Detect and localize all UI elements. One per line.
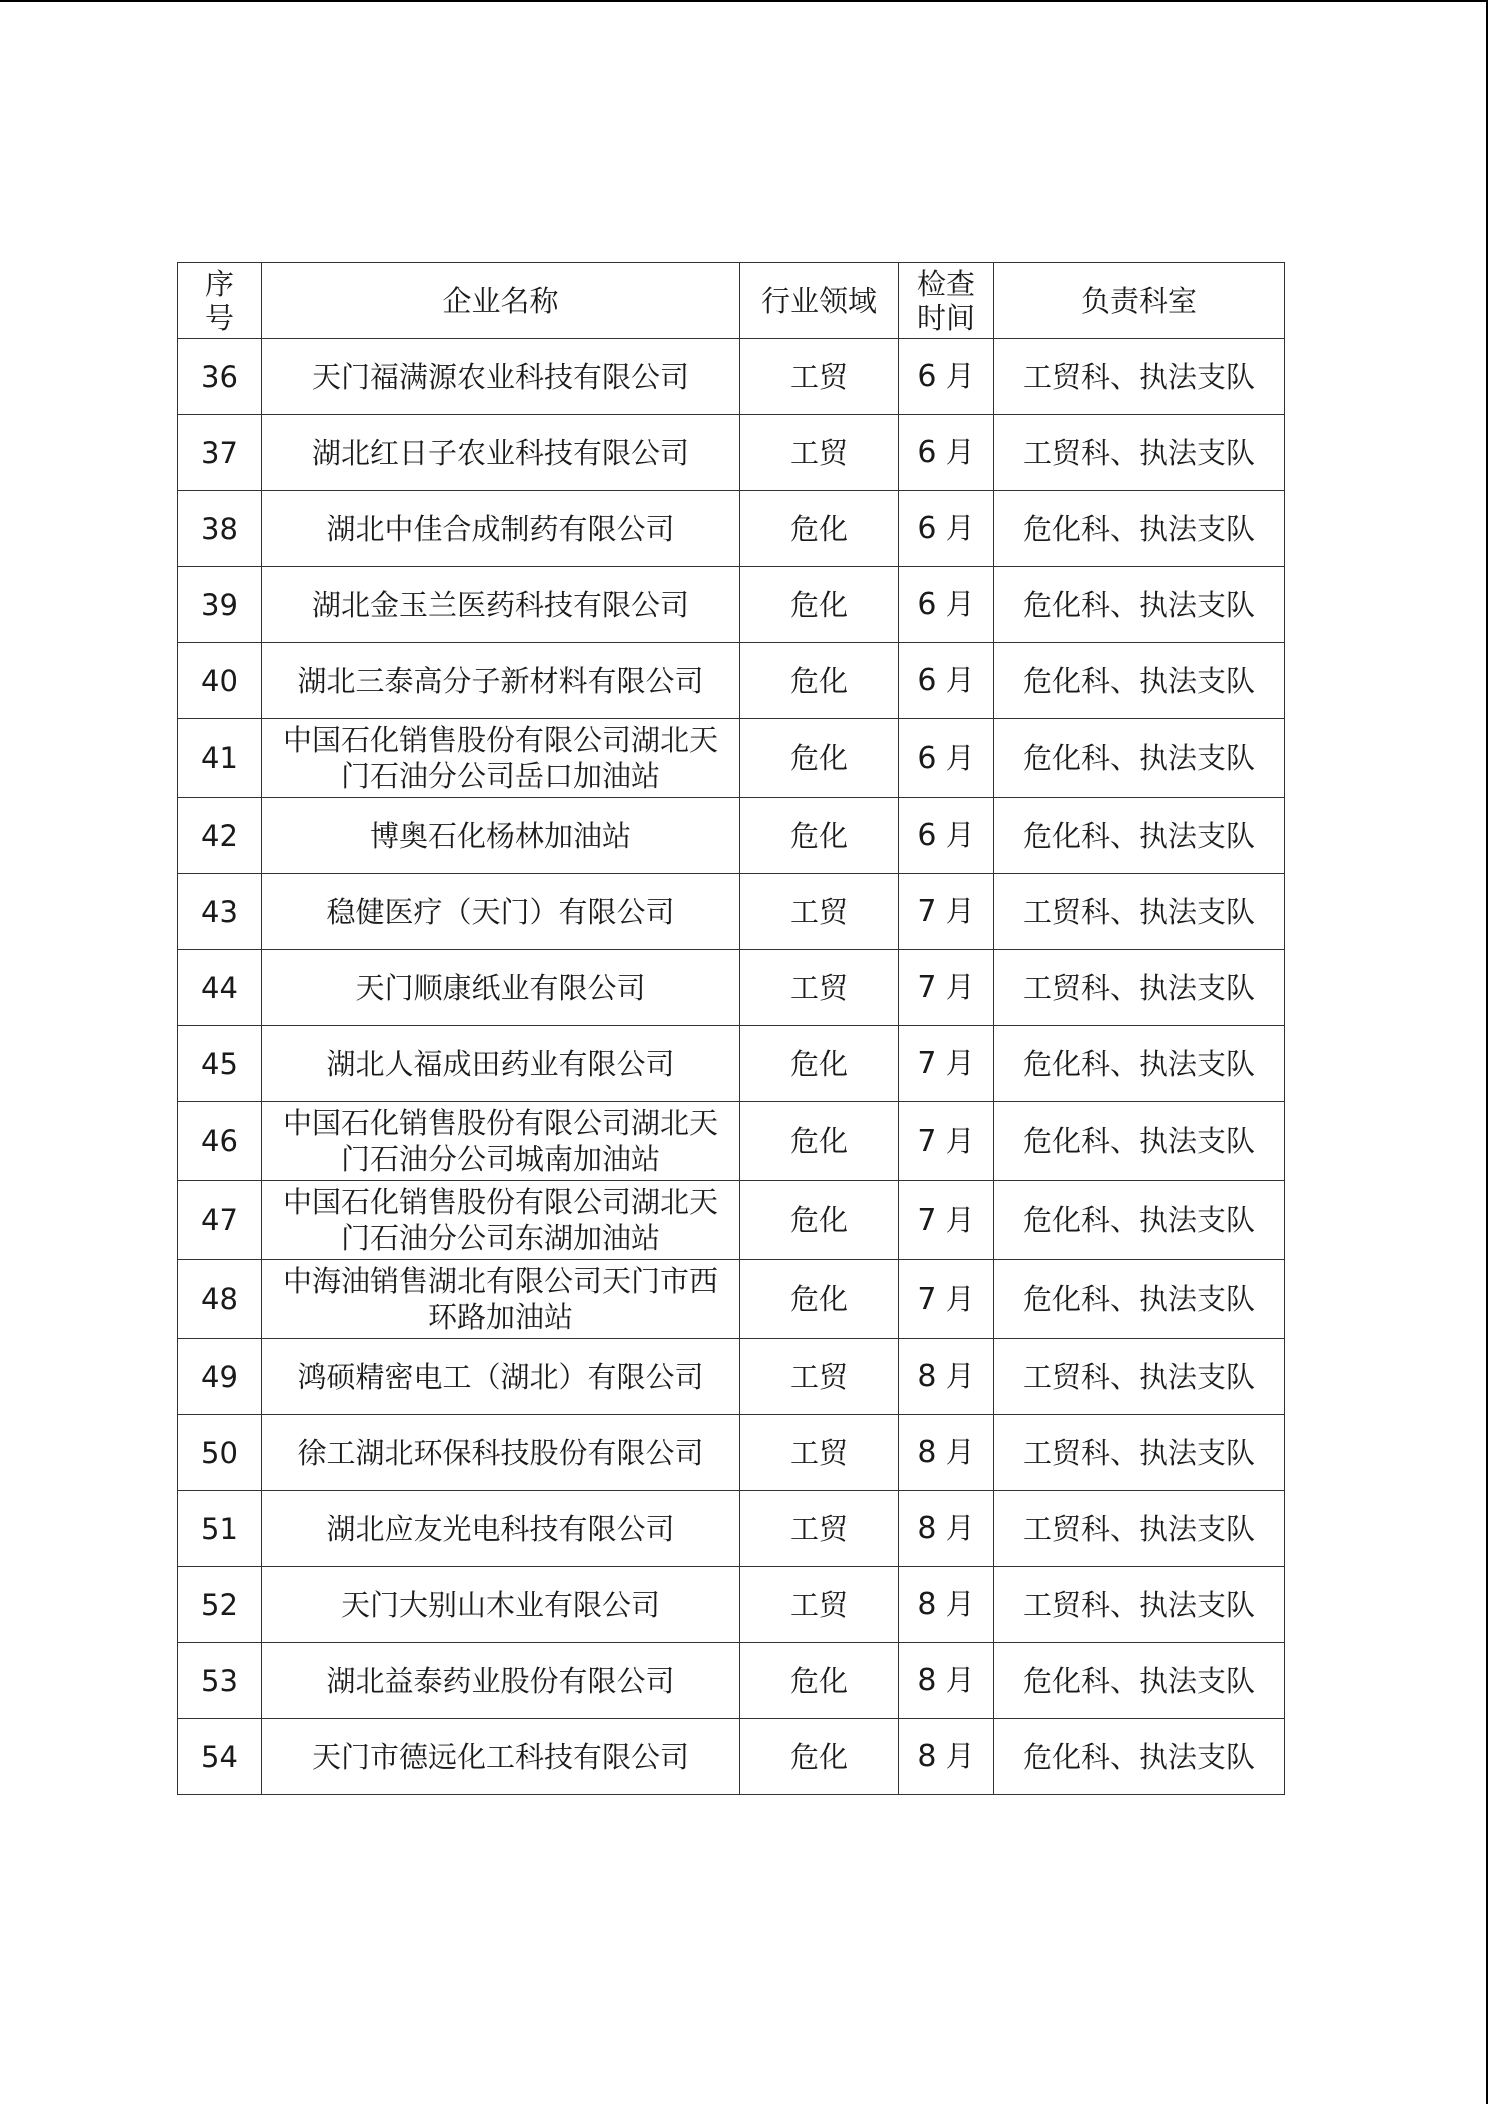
cell-department: 工贸科、执法支队 (994, 874, 1285, 950)
month-unit: 月 (945, 1359, 975, 1393)
month-unit: 月 (945, 894, 975, 928)
cell-company-name (262, 1181, 740, 1260)
company-name-line: 天门顺康纸业有限公司 (355, 970, 646, 1005)
cell-department: 工贸科、执法支队 (994, 1339, 1285, 1415)
cell-department: 危化科、执法支队 (994, 719, 1285, 798)
cell-company-name (262, 1415, 740, 1491)
table-row (178, 719, 1285, 798)
company-name-line: 湖北红日子农业科技有限公司 (311, 435, 689, 470)
table-row (178, 874, 1285, 950)
company-name-line: 中国石化销售股份有限公司湖北天 (282, 1185, 718, 1219)
month-unit: 月 (945, 1281, 975, 1316)
cell-department: 工贸科、执法支队 (994, 339, 1285, 415)
cell-serial-number: 53 (178, 1643, 262, 1719)
month-number: 7 (917, 1202, 937, 1238)
month-number: 7 (917, 1123, 937, 1159)
cell-company-name (262, 1643, 740, 1719)
cell-company-name (262, 1260, 740, 1339)
header-department: 负责科室 (994, 263, 1285, 339)
table-row (178, 1643, 1285, 1719)
month-number: 8 (917, 1739, 937, 1774)
cell-industry: 危化 (740, 491, 899, 567)
cell-industry: 危化 (740, 1719, 899, 1795)
cell-company-name (262, 798, 740, 874)
month-unit: 月 (945, 818, 975, 852)
cell-department: 危化科、执法支队 (994, 491, 1285, 567)
cell-inspection-month (899, 415, 994, 491)
month-number: 6 (917, 587, 937, 622)
cell-inspection-month (899, 719, 994, 798)
cell-inspection-month (899, 950, 994, 1026)
cell-department: 危化科、执法支队 (994, 567, 1285, 643)
cell-serial-number: 36 (178, 339, 262, 415)
cell-industry: 危化 (740, 1181, 899, 1260)
month-unit: 月 (945, 1435, 975, 1469)
cell-company-name (262, 567, 740, 643)
cell-serial-number: 39 (178, 567, 262, 643)
table-row (178, 1102, 1285, 1181)
header-company-name: 企业名称 (262, 263, 740, 339)
cell-industry: 工贸 (740, 1567, 899, 1643)
cell-industry: 工贸 (740, 339, 899, 415)
company-name-line: 湖北益泰药业股份有限公司 (326, 1663, 675, 1698)
cell-serial-number: 47 (178, 1181, 262, 1260)
month-unit: 月 (945, 1587, 975, 1621)
header-industry: 行业领域 (740, 263, 899, 339)
table-header (178, 263, 1285, 339)
header-serial-line2: 号 (204, 300, 234, 335)
cell-company-name (262, 874, 740, 950)
cell-serial-number: 46 (178, 1102, 262, 1181)
cell-serial-number: 43 (178, 874, 262, 950)
company-name-line: 博奥石化杨林加油站 (369, 818, 631, 853)
cell-company-name (262, 1719, 740, 1795)
month-number: 6 (917, 740, 937, 776)
cell-inspection-month (899, 1719, 994, 1795)
cell-industry: 工贸 (740, 415, 899, 491)
cell-industry: 工贸 (740, 950, 899, 1026)
month-number: 8 (917, 1359, 937, 1394)
table-row (178, 643, 1285, 719)
header-inspection-time (899, 263, 994, 339)
company-name-line: 天门大别山木业有限公司 (340, 1587, 660, 1622)
company-name-line: 湖北人福成田药业有限公司 (326, 1046, 675, 1081)
cell-industry: 危化 (740, 719, 899, 798)
table-row (178, 567, 1285, 643)
company-name-line: 稳健医疗（天门）有限公司 (326, 894, 675, 929)
cell-industry: 危化 (740, 1026, 899, 1102)
cell-department: 工贸科、执法支队 (994, 415, 1285, 491)
month-unit: 月 (945, 359, 975, 393)
month-number: 7 (917, 1281, 937, 1317)
cell-industry: 工贸 (740, 1339, 899, 1415)
company-name-line: 湖北中佳合成制药有限公司 (326, 511, 675, 546)
month-number: 7 (917, 970, 937, 1005)
company-name-line: 中国石化销售股份有限公司湖北天 (282, 723, 718, 757)
cell-serial-number: 38 (178, 491, 262, 567)
cell-department: 工贸科、执法支队 (994, 950, 1285, 1026)
cell-inspection-month (899, 1567, 994, 1643)
month-number: 6 (917, 359, 937, 394)
cell-department: 危化科、执法支队 (994, 1719, 1285, 1795)
table-row (178, 1026, 1285, 1102)
table-row (178, 491, 1285, 567)
month-unit: 月 (945, 435, 975, 469)
cell-inspection-month (899, 1026, 994, 1102)
cell-serial-number: 42 (178, 798, 262, 874)
cell-industry: 危化 (740, 798, 899, 874)
company-name-line: 湖北三泰高分子新材料有限公司 (297, 663, 704, 698)
company-name-line: 徐工湖北环保科技股份有限公司 (297, 1435, 704, 1470)
company-name-line: 环路加油站 (427, 1300, 573, 1334)
cell-inspection-month (899, 1102, 994, 1181)
cell-industry: 危化 (740, 1102, 899, 1181)
header-serial-line1: 序 (204, 266, 234, 301)
cell-inspection-month (899, 643, 994, 719)
cell-inspection-month (899, 798, 994, 874)
cell-industry: 工贸 (740, 1491, 899, 1567)
month-number: 6 (917, 818, 937, 853)
cell-department: 危化科、执法支队 (994, 1643, 1285, 1719)
cell-department: 危化科、执法支队 (994, 1026, 1285, 1102)
inspection-schedule-table (177, 262, 1285, 1795)
month-unit: 月 (945, 663, 975, 697)
month-number: 8 (917, 1435, 937, 1470)
month-unit: 月 (945, 1739, 975, 1773)
month-number: 7 (917, 1046, 937, 1081)
month-unit: 月 (945, 1511, 975, 1545)
company-name-line: 鸿硕精密电工（湖北）有限公司 (297, 1359, 704, 1394)
cell-department: 危化科、执法支队 (994, 1260, 1285, 1339)
cell-inspection-month (899, 339, 994, 415)
header-time-line1: 检查 (916, 266, 975, 301)
cell-company-name (262, 1026, 740, 1102)
company-name-line: 门石油分公司岳口加油站 (340, 759, 660, 793)
month-number: 7 (917, 894, 937, 929)
cell-serial-number: 48 (178, 1260, 262, 1339)
month-number: 8 (917, 1663, 937, 1698)
cell-serial-number: 54 (178, 1719, 262, 1795)
month-number: 8 (917, 1511, 937, 1546)
cell-industry: 危化 (740, 567, 899, 643)
cell-department: 工贸科、执法支队 (994, 1491, 1285, 1567)
table-row (178, 950, 1285, 1026)
cell-serial-number: 44 (178, 950, 262, 1026)
cell-company-name (262, 1339, 740, 1415)
table-row (178, 1719, 1285, 1795)
month-number: 6 (917, 511, 937, 546)
cell-department: 危化科、执法支队 (994, 798, 1285, 874)
cell-industry: 工贸 (740, 874, 899, 950)
month-unit: 月 (945, 587, 975, 621)
month-number: 6 (917, 435, 937, 470)
table-row (178, 415, 1285, 491)
company-name-line: 湖北金玉兰医药科技有限公司 (311, 587, 689, 622)
cell-inspection-month (899, 874, 994, 950)
table-row (178, 798, 1285, 874)
cell-industry: 危化 (740, 643, 899, 719)
cell-company-name (262, 1567, 740, 1643)
cell-inspection-month (899, 1260, 994, 1339)
company-name-line: 湖北应友光电科技有限公司 (326, 1511, 675, 1546)
month-unit: 月 (945, 1123, 975, 1158)
cell-department: 危化科、执法支队 (994, 1181, 1285, 1260)
cell-serial-number: 50 (178, 1415, 262, 1491)
table-row (178, 1339, 1285, 1415)
month-unit: 月 (945, 1046, 975, 1080)
cell-company-name (262, 643, 740, 719)
cell-company-name (262, 1102, 740, 1181)
month-number: 8 (917, 1587, 937, 1622)
company-name-line: 天门市德远化工科技有限公司 (311, 1739, 689, 1774)
header-time-line2: 时间 (916, 300, 975, 335)
month-number: 6 (917, 663, 937, 698)
cell-serial-number: 40 (178, 643, 262, 719)
company-name-line: 中国石化销售股份有限公司湖北天 (282, 1106, 718, 1140)
cell-industry: 工贸 (740, 1415, 899, 1491)
company-name-line: 门石油分公司城南加油站 (340, 1142, 660, 1176)
month-unit: 月 (945, 1663, 975, 1697)
cell-inspection-month (899, 1415, 994, 1491)
table-row (178, 1415, 1285, 1491)
company-name-line: 中海油销售湖北有限公司天门市西 (282, 1264, 718, 1298)
cell-serial-number: 51 (178, 1491, 262, 1567)
month-unit: 月 (945, 511, 975, 545)
cell-inspection-month (899, 1181, 994, 1260)
company-name-line: 天门福满源农业科技有限公司 (311, 359, 689, 394)
cell-inspection-month (899, 1339, 994, 1415)
cell-inspection-month (899, 1643, 994, 1719)
table-row (178, 1491, 1285, 1567)
cell-department: 工贸科、执法支队 (994, 1415, 1285, 1491)
cell-company-name (262, 719, 740, 798)
cell-company-name (262, 491, 740, 567)
cell-department: 危化科、执法支队 (994, 643, 1285, 719)
cell-inspection-month (899, 567, 994, 643)
cell-serial-number: 41 (178, 719, 262, 798)
cell-industry: 危化 (740, 1643, 899, 1719)
cell-serial-number: 52 (178, 1567, 262, 1643)
cell-company-name (262, 1491, 740, 1567)
month-unit: 月 (945, 740, 975, 775)
cell-company-name (262, 339, 740, 415)
cell-department: 工贸科、执法支队 (994, 1567, 1285, 1643)
cell-inspection-month (899, 491, 994, 567)
table-row (178, 1260, 1285, 1339)
cell-department: 危化科、执法支队 (994, 1102, 1285, 1181)
month-unit: 月 (945, 1202, 975, 1237)
table-body (178, 339, 1285, 1795)
page-top-border (0, 0, 1488, 2)
table-row (178, 339, 1285, 415)
cell-serial-number: 45 (178, 1026, 262, 1102)
cell-industry: 危化 (740, 1260, 899, 1339)
cell-company-name (262, 415, 740, 491)
company-name-line: 门石油分公司东湖加油站 (340, 1221, 660, 1255)
cell-company-name (262, 950, 740, 1026)
table-row (178, 1181, 1285, 1260)
cell-serial-number: 49 (178, 1339, 262, 1415)
cell-serial-number: 37 (178, 415, 262, 491)
table-row (178, 1567, 1285, 1643)
cell-inspection-month (899, 1491, 994, 1567)
month-unit: 月 (945, 970, 975, 1004)
header-serial-number (178, 263, 262, 339)
header-row (178, 263, 1285, 339)
